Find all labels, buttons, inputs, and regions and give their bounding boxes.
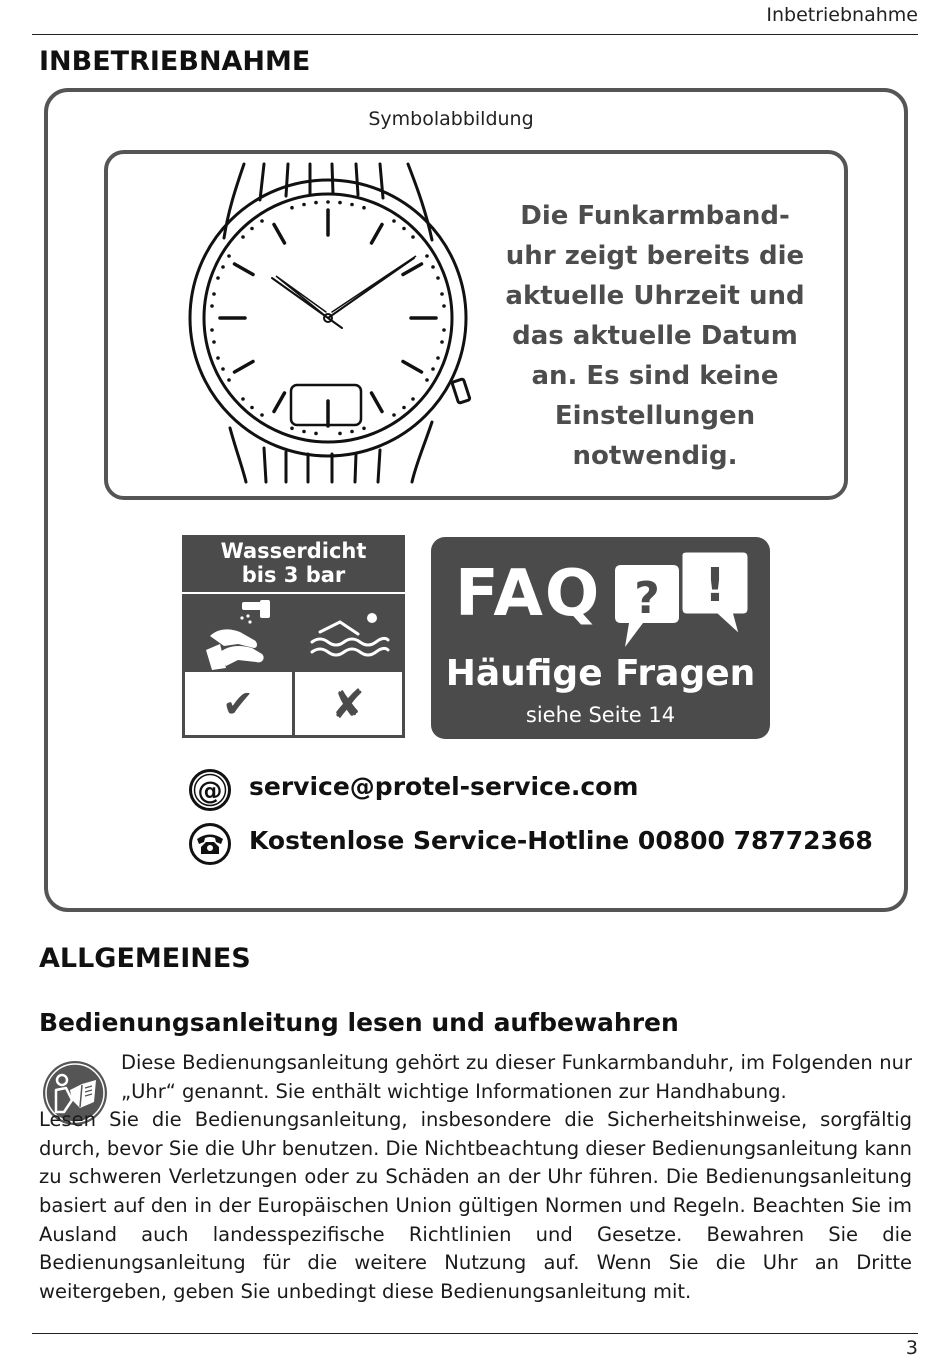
water-resistance-line2: bis 3 bar xyxy=(241,563,346,587)
manual-paragraph-1: Diese Bedienungsanleitung gehört zu dieser Funkarmbanduhr, im Folgenden nur „Uhr“ genannt. Sie enthält wichtige Informationen zur Handhabung. xyxy=(121,1051,912,1103)
water-resistance-header xyxy=(182,535,405,592)
cross-mark-icon: ✘ xyxy=(331,682,365,728)
manual-body-text xyxy=(39,1049,912,1306)
section-heading-allgemeines: ALLGEMEINES xyxy=(39,943,251,974)
page-number: 3 xyxy=(905,1337,918,1359)
exclamation-mark-icon: ! xyxy=(704,558,726,612)
email-at-icon xyxy=(188,768,232,812)
manual-paragraph-2: Lesen Sie die Bedienungsanleitung, insbesondere die Sicherheitshinweise, sorgfältig durch, bevor Sie die Uhr benutzen. Die Nichtbeachtung dieser Bedienungsanleitung kann zu schweren Verletzungen oder zu Schäden an der Uhr führen. Die Bedienungsanleitung basiert auf den in der Europäischen Union gültigen Normen und Regeln. Beachten Sie im Ausland auch landesspezifische Richtlinien und Gesetze. Bewahren Sie die Bedienungsanleitung für die weitere Nutzung auf. Wenn Sie die Uhr an Dritte weitergeben, geben Sie unbedingt diese Bedienungsanleitung mit. xyxy=(39,1108,912,1303)
faq-title: FAQ xyxy=(455,557,602,631)
telephone-icon xyxy=(188,822,232,866)
faq-badge xyxy=(431,537,770,739)
watch-illustration xyxy=(180,160,480,490)
at-symbol: @ xyxy=(197,776,223,805)
section-heading-inbetriebnahme: INBETRIEBNAHME xyxy=(39,46,311,77)
water-resistance-line1: Wasserdicht xyxy=(220,539,367,563)
footer-divider xyxy=(32,1333,918,1334)
water-resistance-grid xyxy=(182,594,405,738)
speech-bubbles-icon xyxy=(611,551,756,651)
icon-spacer xyxy=(39,1049,121,1106)
faq-page-reference: siehe Seite 14 xyxy=(525,703,676,727)
water-resistance-badge xyxy=(182,535,405,738)
question-mark-icon: ? xyxy=(634,573,660,624)
running-header: Inbetriebnahme xyxy=(766,4,918,26)
header-divider xyxy=(32,34,918,35)
check-mark-icon: ✔ xyxy=(222,682,254,726)
symbol-caption: Symbolabbildung xyxy=(368,108,534,130)
faq-subtitle: Häufige Fragen xyxy=(445,653,756,694)
service-email[interactable]: service@protel-service.com xyxy=(249,772,639,801)
service-hotline[interactable]: Kostenlose Service-Hotline 00800 78772368 xyxy=(249,826,873,855)
subheading-manual: Bedienungsanleitung lesen und aufbewahren xyxy=(39,1008,679,1037)
watch-info-text: Die Funkarmband-uhr zeigt bereits die aktuelle Uhrzeit und das aktuelle Datum an. Es sind keine Einstellungen notwendig. xyxy=(505,201,805,471)
